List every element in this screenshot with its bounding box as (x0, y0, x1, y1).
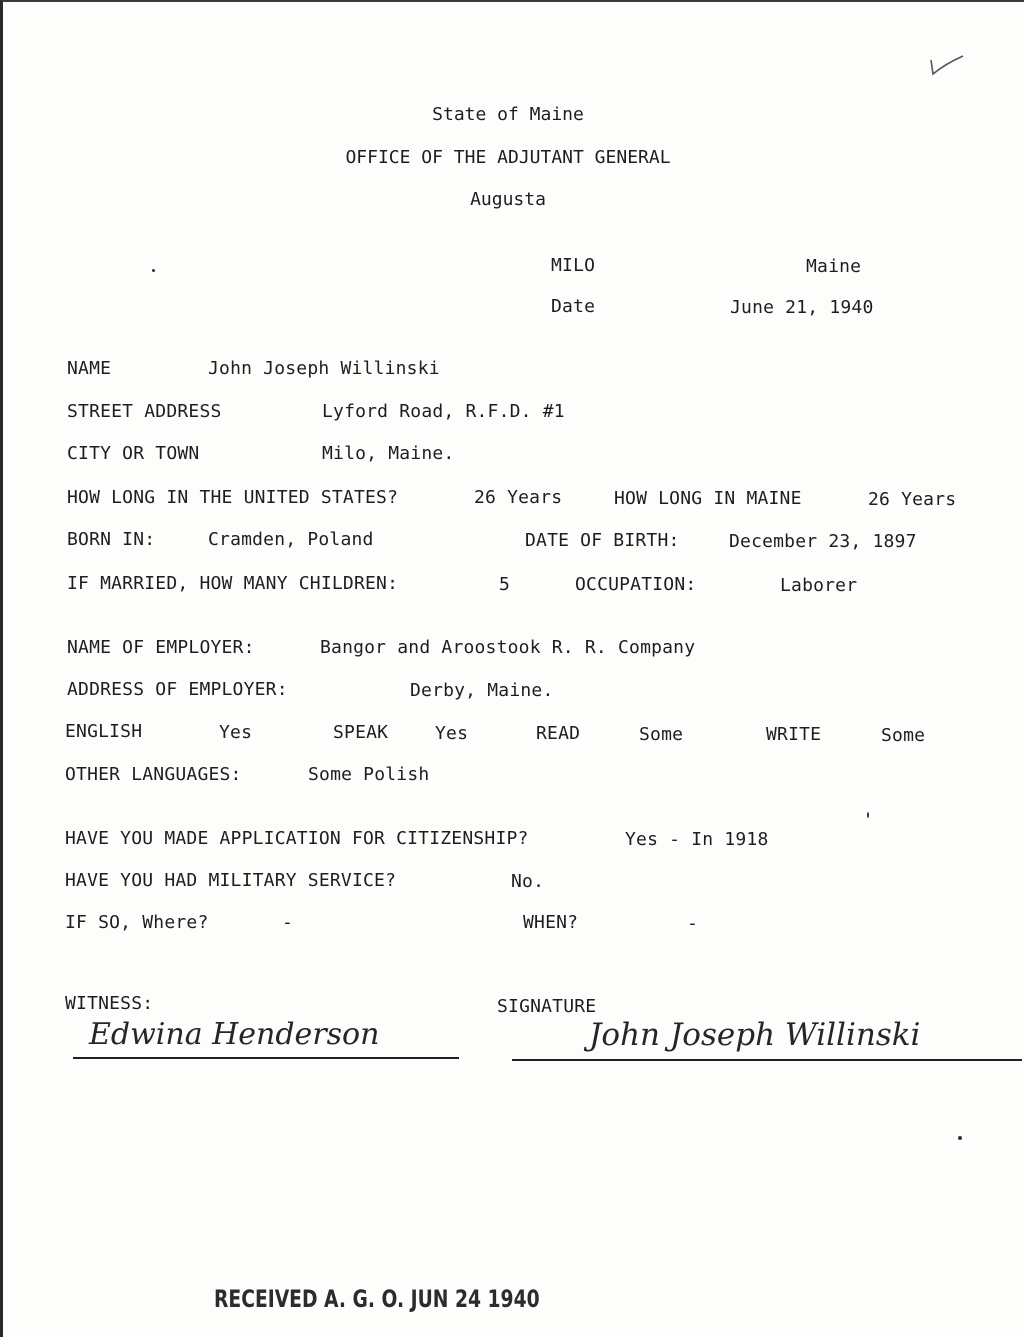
us-duration-value: 26 Years (474, 487, 563, 508)
military-value: No. (511, 871, 545, 892)
english-label: ENGLISH (65, 721, 143, 742)
when-label: WHEN? (523, 912, 579, 933)
occupation-value: Laborer (780, 575, 858, 596)
date-label: Date (551, 296, 596, 317)
maine-duration-value: 26 Years (868, 489, 957, 510)
dust-speck (152, 269, 155, 272)
other-languages-value: Some Polish (308, 764, 430, 785)
street-value: Lyford Road, R.F.D. #1 (322, 401, 565, 422)
speak-label: SPEAK (333, 722, 389, 743)
applicant-signature-line (512, 1059, 1022, 1061)
header-city: Augusta (470, 189, 546, 210)
date-value: June 21, 1940 (730, 297, 874, 318)
us-duration-label: HOW LONG IN THE UNITED STATES? (67, 487, 399, 508)
dob-value: December 23, 1897 (729, 531, 917, 552)
where-value: - (282, 912, 294, 933)
born-label: BORN IN: (67, 529, 156, 550)
witness-signature-line (73, 1057, 459, 1059)
children-label: IF MARRIED, HOW MANY CHILDREN: (67, 573, 399, 594)
witness-signature: Edwina Henderson (89, 1017, 380, 1052)
citizenship-label: HAVE YOU MADE APPLICATION FOR CITIZENSHIP? (65, 828, 529, 849)
employer-address-value: Derby, Maine. (410, 680, 554, 701)
english-value: Yes (219, 722, 253, 743)
maine-duration-label: HOW LONG IN MAINE (614, 488, 802, 509)
dust-speck (867, 812, 869, 818)
street-label: STREET ADDRESS (67, 401, 222, 422)
applicant-signature: John Joseph Willinski (589, 1017, 921, 1053)
read-label: READ (536, 723, 581, 744)
received-stamp: RECEIVED A. G. O. JUN 24 1940 (214, 1285, 540, 1313)
header-office: OFFICE OF THE ADJUTANT GENERAL (345, 147, 671, 168)
children-value: 5 (499, 574, 511, 595)
dust-speck (958, 1136, 962, 1140)
speak-value: Yes (435, 723, 469, 744)
check-mark-icon (925, 50, 967, 80)
other-languages-label: OTHER LANGUAGES: (65, 764, 242, 785)
occupation-label: OCCUPATION: (575, 574, 697, 595)
location-town: MILO (551, 255, 596, 276)
born-value: Cramden, Poland (208, 529, 374, 550)
write-value: Some (881, 725, 926, 746)
read-value: Some (639, 724, 684, 745)
dob-label: DATE OF BIRTH: (525, 530, 680, 551)
name-label: NAME (67, 358, 112, 379)
military-label: HAVE YOU HAD MILITARY SERVICE? (65, 870, 397, 891)
citizenship-value: Yes - In 1918 (625, 829, 769, 850)
employer-label: NAME OF EMPLOYER: (67, 637, 255, 658)
employer-address-label: ADDRESS OF EMPLOYER: (67, 679, 288, 700)
location-state: Maine (806, 256, 862, 277)
employer-value: Bangor and Aroostook R. R. Company (320, 637, 696, 658)
when-value: - (687, 913, 699, 934)
city-label: CITY OR TOWN (67, 443, 200, 464)
name-value: John Joseph Willinski (208, 358, 440, 379)
witness-label: WITNESS: (65, 993, 154, 1014)
header-state: State of Maine (432, 104, 584, 125)
city-value: Milo, Maine. (322, 443, 455, 464)
write-label: WRITE (766, 724, 822, 745)
where-label: IF SO, Where? (65, 912, 209, 933)
signature-label: SIGNATURE (497, 996, 597, 1017)
